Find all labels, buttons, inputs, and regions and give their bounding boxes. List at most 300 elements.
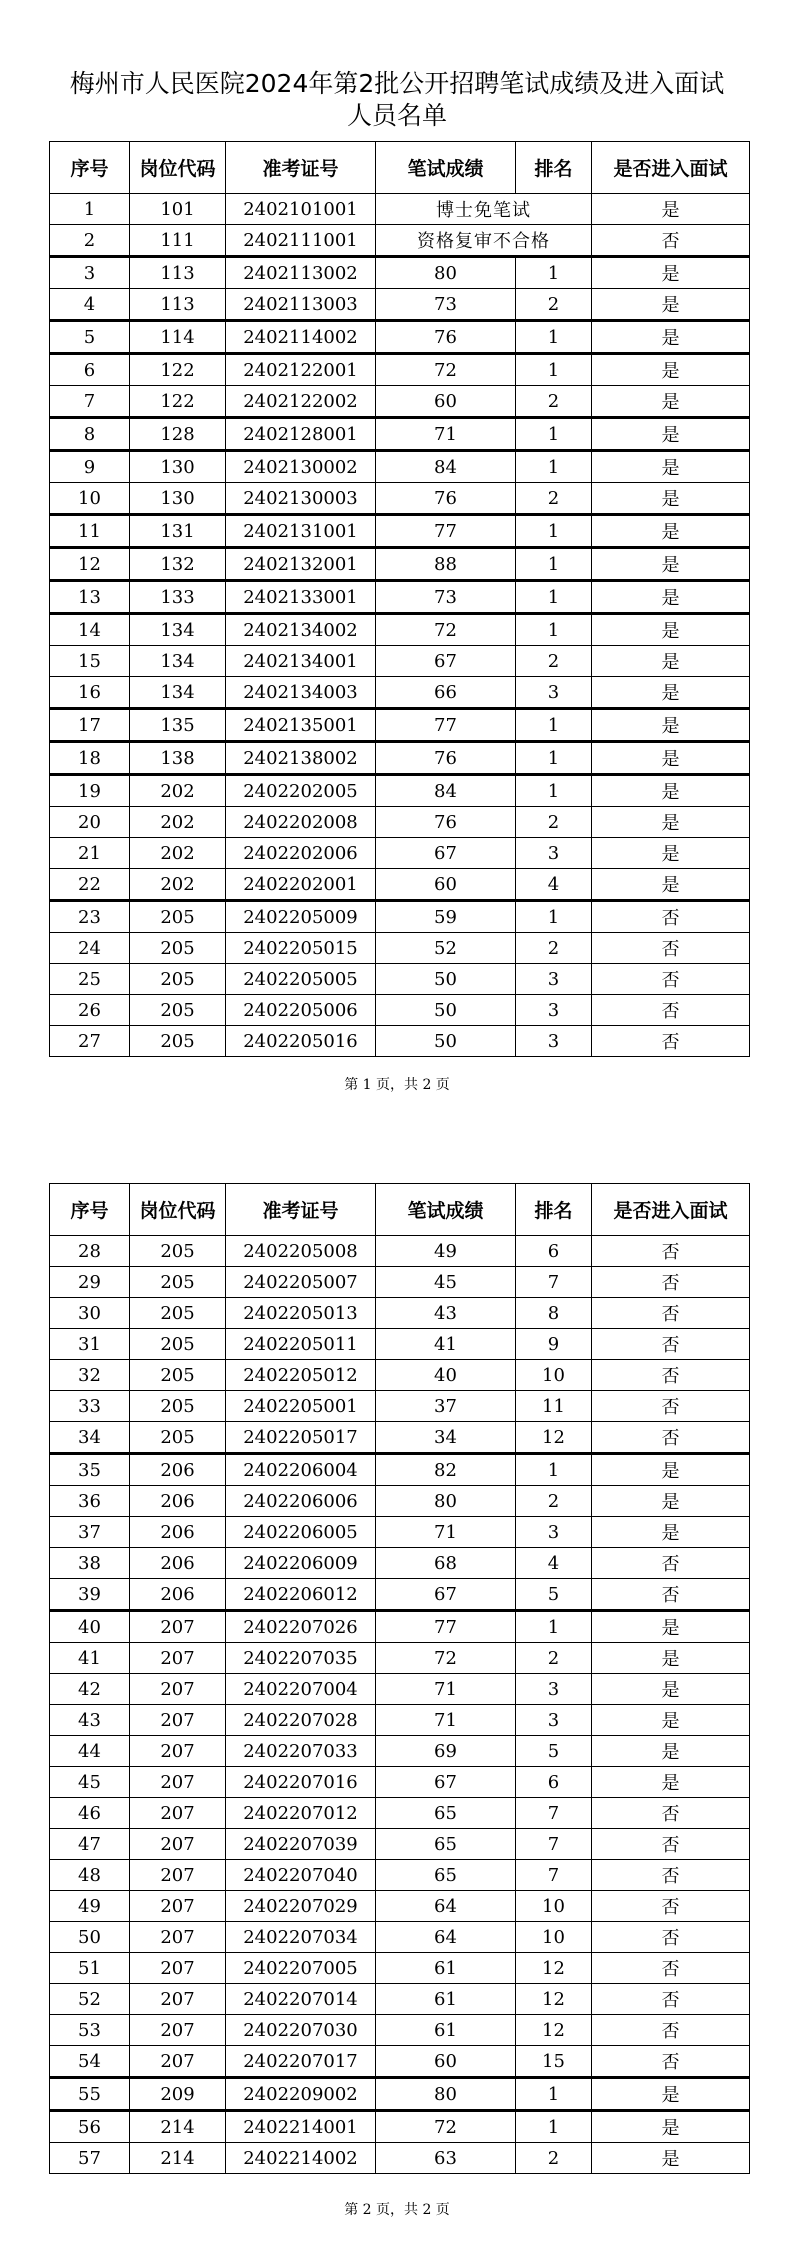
cell-interview: 是 [592, 2143, 750, 2174]
cell-position-code: 113 [130, 257, 226, 289]
cell-interview: 是 [592, 451, 750, 483]
cell-ticket-number: 2402207016 [226, 1767, 376, 1798]
cell-written-score: 76 [376, 321, 516, 354]
cell-interview: 是 [592, 1736, 750, 1767]
cell-interview: 是 [592, 548, 750, 581]
cell-written-score: 84 [376, 451, 516, 483]
table-row [50, 418, 750, 451]
header-written-score: 笔试成绩 [376, 142, 516, 194]
cell-interview: 是 [592, 257, 750, 289]
table-row [50, 646, 750, 677]
cell-ticket-number: 2402205011 [226, 1329, 376, 1360]
cell-ticket-number: 2402205008 [226, 1236, 376, 1267]
cell-rank: 1 [516, 742, 592, 775]
cell-rank: 12 [516, 1953, 592, 1984]
table-row [50, 709, 750, 742]
cell-position-code: 207 [130, 2046, 226, 2078]
cell-position-code: 207 [130, 1984, 226, 2015]
cell-rank: 2 [516, 483, 592, 515]
cell-interview: 否 [592, 225, 750, 257]
header-position-code: 岗位代码 [130, 142, 226, 194]
cell-interview: 是 [592, 838, 750, 869]
cell-seq: 41 [50, 1643, 130, 1674]
cell-written-score: 76 [376, 483, 516, 515]
header-seq: 序号 [50, 1184, 130, 1236]
cell-position-code: 114 [130, 321, 226, 354]
cell-position-code: 134 [130, 677, 226, 709]
table-row [50, 225, 750, 257]
cell-position-code: 206 [130, 1454, 226, 1486]
cell-interview: 否 [592, 2046, 750, 2078]
cell-seq: 8 [50, 418, 130, 451]
cell-rank: 1 [516, 901, 592, 933]
cell-ticket-number: 2402205007 [226, 1267, 376, 1298]
cell-ticket-number: 2402205013 [226, 1298, 376, 1329]
page-footer-1: 第 1 页，共 2 页 [344, 1077, 450, 1093]
table-row [50, 1579, 750, 1611]
cell-written-score: 61 [376, 1953, 516, 1984]
cell-interview: 是 [592, 581, 750, 614]
cell-written-score: 67 [376, 838, 516, 869]
cell-rank: 3 [516, 964, 592, 995]
cell-interview: 是 [592, 614, 750, 646]
cell-rank: 3 [516, 677, 592, 709]
cell-position-code: 202 [130, 807, 226, 838]
cell-written-score: 84 [376, 775, 516, 807]
cell-seq: 56 [50, 2111, 130, 2143]
cell-ticket-number: 2402138002 [226, 742, 376, 775]
cell-seq: 44 [50, 1736, 130, 1767]
cell-interview: 否 [592, 1026, 750, 1057]
cell-position-code: 138 [130, 742, 226, 775]
cell-interview: 是 [592, 677, 750, 709]
table-row [50, 1643, 750, 1674]
cell-written-score: 67 [376, 646, 516, 677]
cell-written-score: 71 [376, 1705, 516, 1736]
cell-written-score: 60 [376, 869, 516, 901]
cell-seq: 30 [50, 1298, 130, 1329]
cell-interview: 是 [592, 1674, 750, 1705]
cell-ticket-number: 2402214001 [226, 2111, 376, 2143]
cell-score-note: 资格复审不合格 [376, 225, 592, 257]
cell-ticket-number: 2402202008 [226, 807, 376, 838]
table-row [50, 581, 750, 614]
cell-seq: 43 [50, 1705, 130, 1736]
cell-ticket-number: 2402113003 [226, 289, 376, 321]
cell-position-code: 206 [130, 1486, 226, 1517]
cell-position-code: 205 [130, 1236, 226, 1267]
cell-seq: 23 [50, 901, 130, 933]
cell-rank: 2 [516, 1486, 592, 1517]
cell-interview: 是 [592, 807, 750, 838]
cell-ticket-number: 2402207040 [226, 1860, 376, 1891]
table-row [50, 869, 750, 901]
cell-seq: 52 [50, 1984, 130, 2015]
table-row [50, 194, 750, 225]
cell-written-score: 72 [376, 2111, 516, 2143]
cell-position-code: 206 [130, 1517, 226, 1548]
table-row [50, 1736, 750, 1767]
cell-ticket-number: 2402207034 [226, 1922, 376, 1953]
cell-seq: 55 [50, 2078, 130, 2111]
cell-position-code: 135 [130, 709, 226, 742]
table-row [50, 548, 750, 581]
cell-ticket-number: 2402130003 [226, 483, 376, 515]
cell-ticket-number: 2402214002 [226, 2143, 376, 2174]
cell-written-score: 34 [376, 1422, 516, 1454]
cell-written-score: 65 [376, 1798, 516, 1829]
cell-ticket-number: 2402134003 [226, 677, 376, 709]
cell-ticket-number: 2402205001 [226, 1391, 376, 1422]
cell-written-score: 50 [376, 1026, 516, 1057]
cell-position-code: 207 [130, 1891, 226, 1922]
table-row [50, 1860, 750, 1891]
cell-position-code: 205 [130, 1422, 226, 1454]
cell-seq: 17 [50, 709, 130, 742]
cell-position-code: 133 [130, 581, 226, 614]
cell-rank: 6 [516, 1767, 592, 1798]
cell-written-score: 64 [376, 1891, 516, 1922]
cell-ticket-number: 2402205009 [226, 901, 376, 933]
cell-rank: 4 [516, 869, 592, 901]
cell-position-code: 202 [130, 838, 226, 869]
table-row [50, 289, 750, 321]
cell-ticket-number: 2402207029 [226, 1891, 376, 1922]
results-table-page-1 [49, 141, 750, 1057]
cell-position-code: 206 [130, 1579, 226, 1611]
cell-position-code: 207 [130, 1860, 226, 1891]
cell-interview: 是 [592, 742, 750, 775]
cell-position-code: 205 [130, 933, 226, 964]
cell-interview: 是 [592, 1643, 750, 1674]
cell-interview: 否 [592, 1391, 750, 1422]
table-row [50, 1267, 750, 1298]
cell-position-code: 205 [130, 1329, 226, 1360]
table-row [50, 1891, 750, 1922]
cell-written-score: 60 [376, 2046, 516, 2078]
cell-rank: 8 [516, 1298, 592, 1329]
table-row [50, 614, 750, 646]
cell-ticket-number: 2402114002 [226, 321, 376, 354]
cell-ticket-number: 2402209002 [226, 2078, 376, 2111]
header-written-score: 笔试成绩 [376, 1184, 516, 1236]
cell-interview: 是 [592, 321, 750, 354]
cell-written-score: 72 [376, 1643, 516, 1674]
cell-interview: 否 [592, 1798, 750, 1829]
cell-written-score: 41 [376, 1329, 516, 1360]
cell-rank: 11 [516, 1391, 592, 1422]
cell-written-score: 63 [376, 2143, 516, 2174]
cell-interview: 是 [592, 1517, 750, 1548]
cell-position-code: 209 [130, 2078, 226, 2111]
cell-seq: 14 [50, 614, 130, 646]
cell-written-score: 82 [376, 1454, 516, 1486]
cell-interview: 是 [592, 1767, 750, 1798]
cell-written-score: 88 [376, 548, 516, 581]
cell-ticket-number: 2402206006 [226, 1486, 376, 1517]
table-row [50, 2078, 750, 2111]
cell-seq: 42 [50, 1674, 130, 1705]
cell-ticket-number: 2402202006 [226, 838, 376, 869]
table-row [50, 1798, 750, 1829]
cell-seq: 34 [50, 1422, 130, 1454]
cell-rank: 1 [516, 2078, 592, 2111]
cell-interview: 是 [592, 2111, 750, 2143]
cell-seq: 32 [50, 1360, 130, 1391]
header-interview: 是否进入面试 [592, 1184, 750, 1236]
cell-rank: 2 [516, 807, 592, 838]
cell-interview: 否 [592, 1236, 750, 1267]
cell-interview: 否 [592, 1422, 750, 1454]
cell-ticket-number: 2402134001 [226, 646, 376, 677]
cell-interview: 是 [592, 354, 750, 386]
cell-written-score: 76 [376, 742, 516, 775]
cell-interview: 否 [592, 1953, 750, 1984]
table-row [50, 1922, 750, 1953]
table-row [50, 257, 750, 289]
cell-seq: 22 [50, 869, 130, 901]
cell-rank: 1 [516, 2111, 592, 2143]
cell-seq: 16 [50, 677, 130, 709]
page-footer-2: 第 2 页，共 2 页 [344, 2202, 450, 2218]
cell-interview: 否 [592, 1267, 750, 1298]
cell-interview: 否 [592, 1984, 750, 2015]
cell-rank: 1 [516, 1454, 592, 1486]
cell-seq: 37 [50, 1517, 130, 1548]
cell-rank: 9 [516, 1329, 592, 1360]
header-rank: 排名 [516, 1184, 592, 1236]
cell-ticket-number: 2402207004 [226, 1674, 376, 1705]
cell-interview: 是 [592, 386, 750, 418]
table-row [50, 1236, 750, 1267]
cell-rank: 7 [516, 1829, 592, 1860]
cell-written-score: 37 [376, 1391, 516, 1422]
cell-rank: 1 [516, 418, 592, 451]
table-header-row [50, 1184, 750, 1236]
cell-seq: 10 [50, 483, 130, 515]
cell-rank: 10 [516, 1360, 592, 1391]
cell-position-code: 202 [130, 869, 226, 901]
cell-ticket-number: 2402205017 [226, 1422, 376, 1454]
cell-position-code: 214 [130, 2111, 226, 2143]
cell-written-score: 77 [376, 1611, 516, 1643]
cell-seq: 57 [50, 2143, 130, 2174]
cell-position-code: 205 [130, 995, 226, 1026]
cell-interview: 否 [592, 1579, 750, 1611]
table-row [50, 933, 750, 964]
cell-seq: 5 [50, 321, 130, 354]
document-title-line2: 人员名单 [346, 101, 447, 130]
cell-seq: 39 [50, 1579, 130, 1611]
cell-position-code: 207 [130, 1922, 226, 1953]
cell-written-score: 71 [376, 1674, 516, 1705]
cell-position-code: 206 [130, 1548, 226, 1579]
cell-rank: 1 [516, 515, 592, 548]
cell-seq: 1 [50, 194, 130, 225]
cell-position-code: 207 [130, 1953, 226, 1984]
cell-ticket-number: 2402133001 [226, 581, 376, 614]
cell-position-code: 205 [130, 1298, 226, 1329]
cell-interview: 是 [592, 646, 750, 677]
cell-ticket-number: 2402207026 [226, 1611, 376, 1643]
cell-ticket-number: 2402205012 [226, 1360, 376, 1391]
table-row [50, 483, 750, 515]
cell-ticket-number: 2402206012 [226, 1579, 376, 1611]
table-row [50, 2111, 750, 2143]
cell-seq: 2 [50, 225, 130, 257]
cell-written-score: 66 [376, 677, 516, 709]
cell-ticket-number: 2402122001 [226, 354, 376, 386]
cell-written-score: 61 [376, 2015, 516, 2046]
table-row [50, 838, 750, 869]
cell-interview: 否 [592, 2015, 750, 2046]
cell-ticket-number: 2402131001 [226, 515, 376, 548]
cell-interview: 是 [592, 1486, 750, 1517]
cell-interview: 否 [592, 1329, 750, 1360]
table-row [50, 354, 750, 386]
cell-written-score: 72 [376, 354, 516, 386]
table-row [50, 742, 750, 775]
cell-interview: 是 [592, 418, 750, 451]
cell-ticket-number: 2402128001 [226, 418, 376, 451]
cell-written-score: 40 [376, 1360, 516, 1391]
cell-ticket-number: 2402206004 [226, 1454, 376, 1486]
cell-written-score: 43 [376, 1298, 516, 1329]
cell-written-score: 76 [376, 807, 516, 838]
cell-position-code: 207 [130, 1767, 226, 1798]
cell-rank: 1 [516, 354, 592, 386]
cell-seq: 18 [50, 742, 130, 775]
cell-position-code: 205 [130, 1267, 226, 1298]
cell-written-score: 71 [376, 418, 516, 451]
table-row [50, 1329, 750, 1360]
cell-interview: 是 [592, 1705, 750, 1736]
table-row [50, 2143, 750, 2174]
cell-seq: 20 [50, 807, 130, 838]
cell-written-score: 67 [376, 1767, 516, 1798]
cell-interview: 是 [592, 709, 750, 742]
cell-seq: 54 [50, 2046, 130, 2078]
cell-interview: 是 [592, 869, 750, 901]
cell-ticket-number: 2402134002 [226, 614, 376, 646]
cell-ticket-number: 2402132001 [226, 548, 376, 581]
cell-written-score: 61 [376, 1984, 516, 2015]
cell-written-score: 73 [376, 289, 516, 321]
table-row [50, 386, 750, 418]
cell-seq: 35 [50, 1454, 130, 1486]
cell-seq: 45 [50, 1767, 130, 1798]
cell-seq: 15 [50, 646, 130, 677]
header-seq: 序号 [50, 142, 130, 194]
table-header-row [50, 142, 750, 194]
cell-interview: 否 [592, 995, 750, 1026]
cell-interview: 否 [592, 1548, 750, 1579]
cell-interview: 否 [592, 901, 750, 933]
cell-written-score: 59 [376, 901, 516, 933]
cell-written-score: 77 [376, 709, 516, 742]
cell-ticket-number: 2402202005 [226, 775, 376, 807]
header-position-code: 岗位代码 [130, 1184, 226, 1236]
cell-rank: 2 [516, 289, 592, 321]
cell-rank: 3 [516, 838, 592, 869]
cell-rank: 1 [516, 321, 592, 354]
cell-written-score: 69 [376, 1736, 516, 1767]
cell-seq: 51 [50, 1953, 130, 1984]
table-row [50, 2046, 750, 2078]
table-row [50, 901, 750, 933]
cell-rank: 3 [516, 1674, 592, 1705]
cell-seq: 12 [50, 548, 130, 581]
cell-rank: 5 [516, 1579, 592, 1611]
cell-seq: 7 [50, 386, 130, 418]
cell-ticket-number: 2402207014 [226, 1984, 376, 2015]
table-row [50, 1517, 750, 1548]
cell-written-score: 45 [376, 1267, 516, 1298]
cell-rank: 3 [516, 1705, 592, 1736]
table-row [50, 1674, 750, 1705]
table-body [50, 194, 750, 1057]
cell-rank: 7 [516, 1798, 592, 1829]
cell-rank: 3 [516, 995, 592, 1026]
cell-seq: 26 [50, 995, 130, 1026]
cell-seq: 25 [50, 964, 130, 995]
cell-seq: 28 [50, 1236, 130, 1267]
cell-rank: 10 [516, 1891, 592, 1922]
cell-interview: 是 [592, 289, 750, 321]
cell-rank: 2 [516, 1643, 592, 1674]
cell-interview: 否 [592, 933, 750, 964]
cell-ticket-number: 2402207012 [226, 1798, 376, 1829]
cell-position-code: 205 [130, 1026, 226, 1057]
cell-seq: 6 [50, 354, 130, 386]
cell-interview: 否 [592, 1829, 750, 1860]
cell-rank: 12 [516, 1984, 592, 2015]
cell-written-score: 80 [376, 1486, 516, 1517]
cell-rank: 6 [516, 1236, 592, 1267]
cell-seq: 11 [50, 515, 130, 548]
cell-written-score: 72 [376, 614, 516, 646]
table-row [50, 1611, 750, 1643]
cell-seq: 13 [50, 581, 130, 614]
cell-ticket-number: 2402207039 [226, 1829, 376, 1860]
cell-seq: 24 [50, 933, 130, 964]
cell-position-code: 113 [130, 289, 226, 321]
cell-interview: 是 [592, 1611, 750, 1643]
cell-seq: 36 [50, 1486, 130, 1517]
table-row [50, 515, 750, 548]
table-row [50, 1360, 750, 1391]
cell-position-code: 214 [130, 2143, 226, 2174]
cell-seq: 4 [50, 289, 130, 321]
cell-position-code: 207 [130, 1705, 226, 1736]
cell-written-score: 65 [376, 1829, 516, 1860]
table-row [50, 775, 750, 807]
cell-ticket-number: 2402207005 [226, 1953, 376, 1984]
cell-interview: 否 [592, 1360, 750, 1391]
cell-position-code: 132 [130, 548, 226, 581]
cell-rank: 2 [516, 646, 592, 677]
cell-seq: 46 [50, 1798, 130, 1829]
cell-written-score: 71 [376, 1517, 516, 1548]
cell-rank: 1 [516, 581, 592, 614]
table-row [50, 1486, 750, 1517]
cell-position-code: 130 [130, 483, 226, 515]
cell-rank: 1 [516, 709, 592, 742]
cell-written-score: 77 [376, 515, 516, 548]
cell-rank: 1 [516, 614, 592, 646]
cell-position-code: 207 [130, 1736, 226, 1767]
table-row [50, 1984, 750, 2015]
